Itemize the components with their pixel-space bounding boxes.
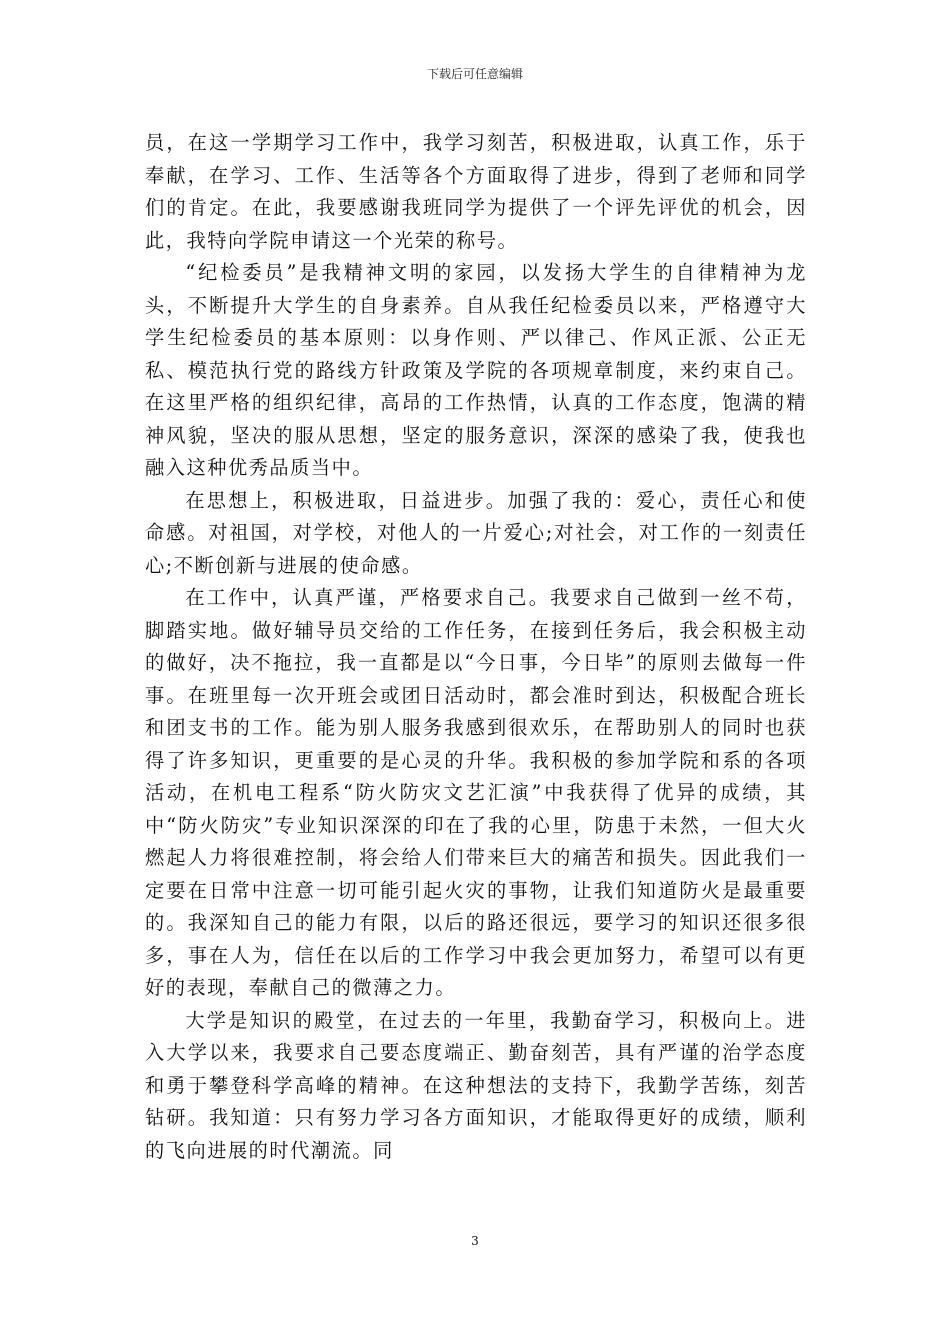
page-number: 3 bbox=[471, 1234, 479, 1248]
paragraph-2: “纪检委员”是我精神文明的家园，以发扬大学生的自律精神为龙头，不断提升大学生的自身素养。自从我任纪检委员以来，严格遵守大学生纪检委员的基本原则：以身作则、严以律己、作风正派、公正无私、模范执行党的路线方针政策及学院的各项规章制度，来约束自己。在这里严格的组织纪律，高昂的工作热情，认真的工作态度，饱满的精神风貌，坚决的服从思想，坚定的服务意识，深深的感染了我，使我也融入这种优秀品质当中。 bbox=[145, 261, 807, 479]
paragraph-1: 员，在这一学期学习工作中，我学习刻苦，积极进取，认真工作，乐于奉献，在学习、工作、生活等各个方面取得了进步，得到了老师和同学们的肯定。在此，我要感谢我班同学为提供了一个评先评优的机会，因此，我特向学院申请这一个光荣的称号。 bbox=[145, 131, 807, 252]
page-header: 下载后可任意编辑 bbox=[426, 67, 523, 81]
paragraph-5: 大学是知识的殿堂，在过去的一年里，我勤奋学习，积极向上。进入大学以来，我要求自己要态度端正、勤奋刻苦，具有严谨的治学态度和勇于攀登科学高峰的精神。在这种想法的支持下，我勤学苦练，刻苦钻研。我知道：只有努力学习各方面知识，才能取得更好的成绩，顺利的飞向进展的时代潮流。同 bbox=[145, 1008, 807, 1162]
document-body bbox=[145, 127, 807, 1167]
paragraph-4: 在工作中，认真严谨，严格要求自己。我要求自己做到一丝不苟，脚踏实地。做好辅导员交给的工作任务，在接到任务后，我会积极主动的做好，决不拖拉，我一直都是以“今日事，今日毕”的原则去做每一件事。在班里每一次开班会或团日活动时，都会准时到达，积极配合班长和团支书的工作。能为别人服务我感到很欢乐，在帮助别人的同时也获得了许多知识，更重要的是心灵的升华。我积极的参加学院和系的各项活动，在机电工程系“防火防灾文艺汇演”中我获得了优异的成绩，其中“防火防灾”专业知识深深的印在了我的心里，防患于未然，一但大火燃起人力将很难控制，将会给人们带来巨大的痛苦和损失。因此我们一定要在日常中注意一切可能引起火灾的事物，让我们知道防火是最重要的。我深知自己的能力有限，以后的路还很远，要学习的知识还很多很多，事在人为，信任在以后的工作学习中我会更加努力，希望可以有更好的表现，奉献自己的微薄之力。 bbox=[145, 586, 807, 999]
paragraph-3: 在思想上，积极进取，日益进步。加强了我的：爱心，责任心和使命感。对祖国，对学校，对他人的一片爱心;对社会，对工作的一刻责任心;不断创新与进展的使命感。 bbox=[145, 488, 807, 577]
